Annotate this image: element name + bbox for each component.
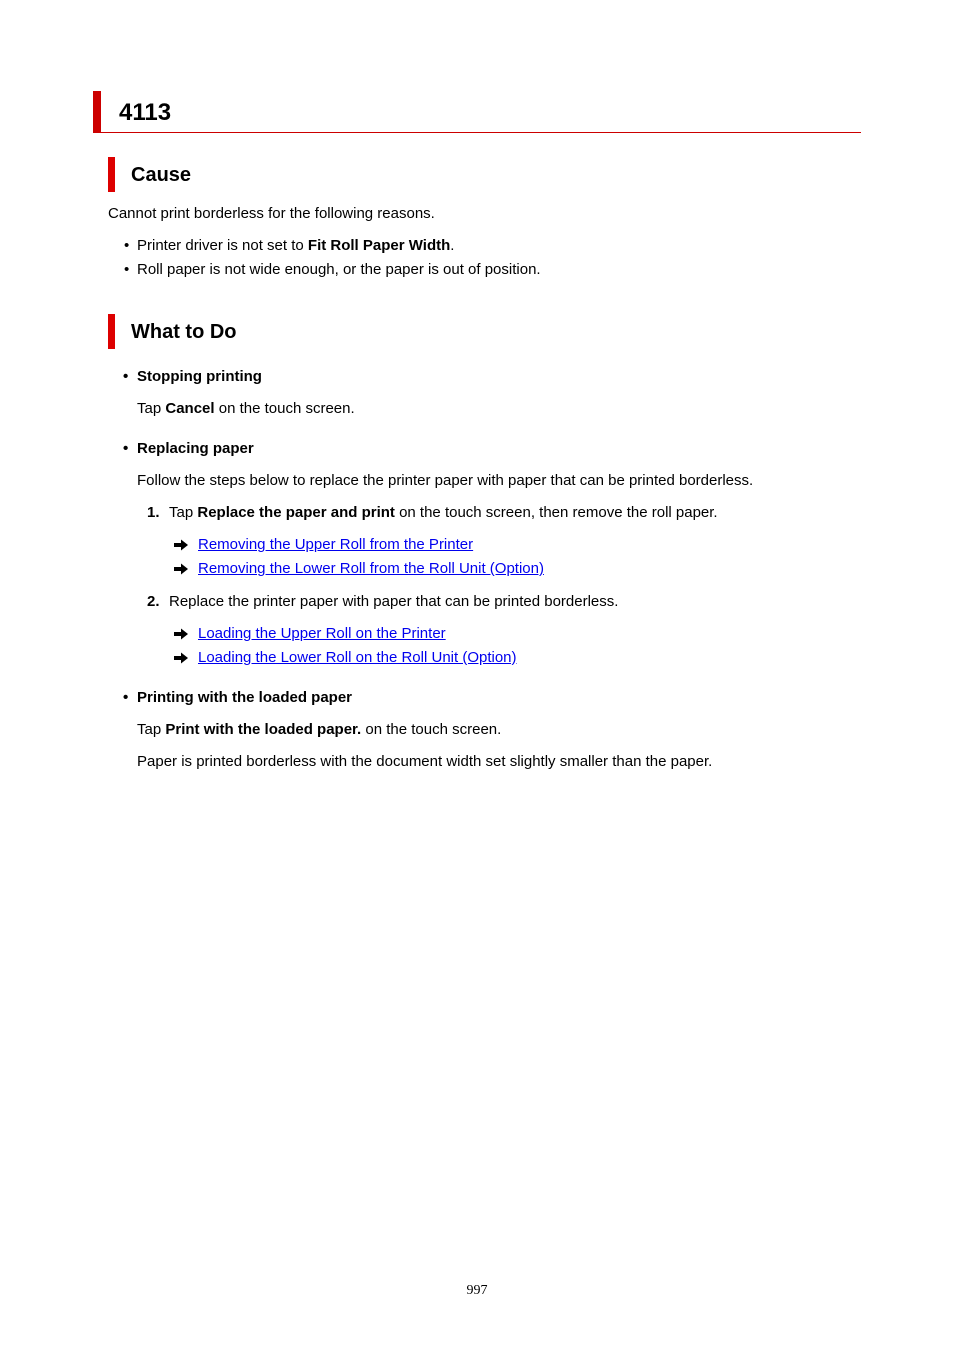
step-1-bold: Replace the paper and print	[197, 504, 395, 521]
step-2-text: Replace the printer paper with paper that can be printed borderless.	[169, 593, 619, 610]
replacing-intro: Follow the steps below to replace the printer paper with paper that can be printed borderless.	[137, 472, 754, 489]
stopping-bold: Cancel	[165, 400, 215, 417]
printing-label: Printing with the loaded paper	[137, 689, 353, 706]
step-number: 2.	[147, 593, 160, 610]
step-1-post: on the touch screen, then remove the roll paper.	[394, 504, 718, 521]
printing-pre: Tap	[137, 721, 166, 738]
stopping-pre: Tap	[137, 400, 166, 417]
arrow-right-icon	[173, 628, 189, 640]
link-loading-lower-roll[interactable]: Loading the Lower Roll on the Roll Unit (Option)	[198, 649, 517, 666]
arrow-right-icon	[173, 652, 189, 664]
title-accent-bar	[93, 91, 101, 133]
cause-item-1	[137, 237, 454, 255]
what-to-do-heading: What to Do	[131, 321, 237, 343]
page-title: 4113	[119, 99, 172, 126]
cause-intro: Cannot print borderless for the following reasons.	[108, 205, 435, 222]
cause-item-1-pre: Printer driver is not set to	[137, 237, 308, 254]
bullet-marker: •	[123, 440, 129, 457]
cause-heading: Cause	[131, 164, 192, 186]
title-underline	[101, 132, 861, 133]
arrow-right-icon	[173, 539, 189, 551]
step-1-text	[169, 504, 718, 522]
replacing-label: Replacing paper	[137, 440, 254, 457]
stopping-label: Stopping printing	[137, 368, 262, 385]
bullet-marker: •	[124, 237, 130, 254]
cause-item-2: Roll paper is not wide enough, or the paper is out of position.	[137, 261, 541, 278]
step-1-pre: Tap	[169, 504, 198, 521]
stopping-post: on the touch screen.	[214, 400, 355, 417]
link-loading-upper-roll[interactable]: Loading the Upper Roll on the Printer	[198, 625, 446, 642]
page-number: 997	[466, 1283, 488, 1298]
bullet-marker: •	[123, 368, 129, 385]
printing-post: on the touch screen.	[361, 721, 502, 738]
bullet-marker: •	[123, 689, 129, 706]
link-removing-lower-roll[interactable]: Removing the Lower Roll from the Roll Unit (Option)	[198, 560, 544, 577]
cause-item-1-post: .	[450, 237, 455, 254]
printing-note: Paper is printed borderless with the document width set slightly smaller than the paper.	[137, 753, 713, 770]
printing-instruction	[137, 721, 501, 739]
printing-bold: Print with the loaded paper.	[165, 721, 362, 738]
cause-item-1-bold: Fit Roll Paper Width	[307, 237, 451, 254]
link-removing-upper-roll[interactable]: Removing the Upper Roll from the Printer	[198, 536, 474, 553]
what-to-do-accent-bar	[108, 314, 115, 349]
step-number: 1.	[147, 504, 160, 521]
stopping-instruction	[137, 400, 355, 418]
cause-accent-bar	[108, 157, 115, 192]
bullet-marker: •	[124, 261, 130, 278]
arrow-right-icon	[173, 563, 189, 575]
